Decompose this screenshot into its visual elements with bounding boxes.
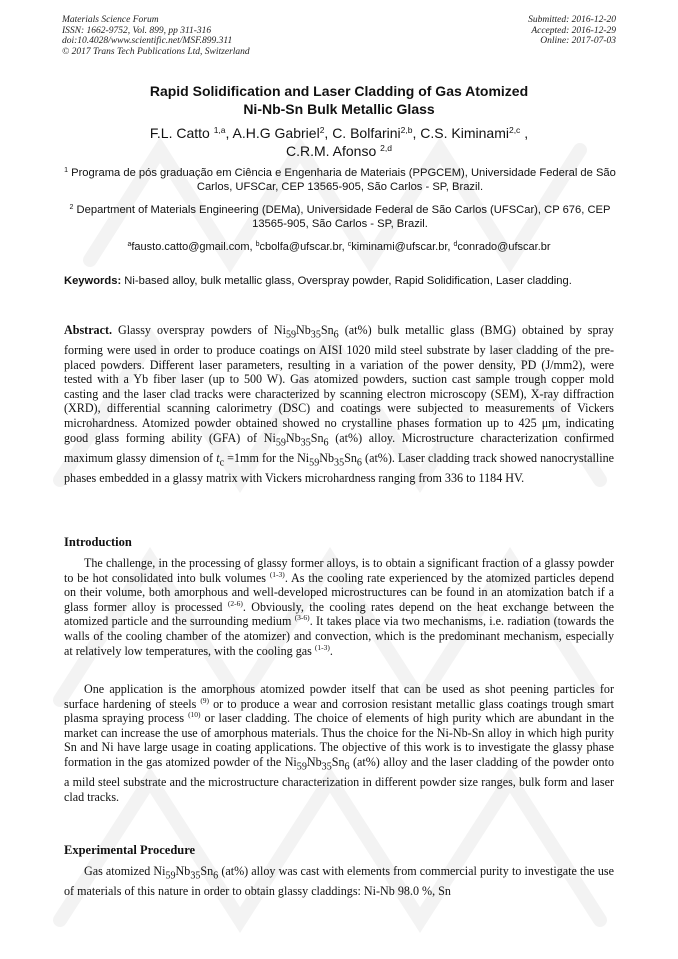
body-text: or laser cladding. The choice of elements of high purity which are abundant in the market can increase the use of amorphous materials. Thus the choice for the Ni-Nb-Sn alloy in which high purity Sn and Ni have large usage in coating applications. The objective of this work is to investigate the glassy phase formation in the gas atomized powder of the Ni (64, 711, 614, 769)
abstract-text: (at%). Laser cladding track showed nanocrystalline phases embedded in a glassy matrix with Vickers microhardness ranging from 336 to 1184 HV. (64, 450, 614, 485)
keywords-text: Ni-based alloy, bulk metallic glass, Overspray powder, Rapid Solidification, Laser cladding. (121, 275, 572, 287)
formula-element: Sn (320, 323, 334, 337)
formula-subscript: 6 (356, 456, 362, 468)
formula-element: Sn (200, 864, 214, 878)
paper-title (40, 82, 638, 118)
experimental-paragraph (64, 864, 614, 899)
formula-subscript: 35 (321, 761, 332, 773)
abstract-text: (at%) bulk metallic glass (BMG) obtained by spray forming were used in order to produce coatings on AISI 1020 mild steel substrate by laser cladding of the pre-placed powders. Different laser parameters, resulting in a variation of the power density, PD (J/mm2), were tested with a Yb fiber laser (up to 500 W). Gas atomized powders, suction cast sample trough copper mold casting and the laser clad tracks were characterized by scanning electron microscopy (SEM), X-ray diffraction (XRD), differential scanning calorimetry (DSC) and coatings were subjected to measurements of Vickers microhardness. Atomized powder obtained showed no crystalline phases formation up to 425 μm, indicating good glass forming ability (GFA) of Ni (64, 323, 614, 445)
formula-element: Sn (344, 450, 357, 465)
formula-subscript: c (219, 456, 225, 468)
citation-mark: (1-3) (314, 642, 330, 652)
author-emails (40, 240, 638, 254)
formula-element: Nb (319, 450, 335, 465)
formula-element: Sn (331, 754, 345, 769)
formula-subscript: 59 (285, 329, 297, 341)
formula-subscript: 6 (213, 870, 219, 882)
citation-mark: (2-6) (227, 598, 243, 608)
body-text: Gas atomized Ni (84, 864, 166, 878)
abstract-text: (at%) alloy. Microstructure characterization confirmed maximum glassy dimension of (64, 430, 614, 465)
email-mark: d (453, 241, 458, 248)
body-text: One application is the amorphous atomized powder itself that can be used as shot peening particles for surface hardening of steels (64, 682, 614, 711)
formula-subscript: 6 (333, 329, 339, 341)
accepted-date: Accepted: 2016-12-29 (531, 25, 616, 36)
author-name: , C. Bolfarini (324, 125, 401, 141)
formula-subscript: 35 (190, 870, 201, 882)
intro-paragraph-2 (64, 682, 614, 804)
keywords (64, 274, 614, 289)
abstract (64, 323, 614, 485)
formula-subscript: 6 (323, 436, 329, 448)
author-affiliation-mark: 2,d (380, 143, 392, 153)
author-name: , A.H.G Gabriel (225, 125, 320, 141)
affiliation-2 (64, 203, 616, 232)
abstract-text: =1mm for the Ni (224, 450, 310, 465)
formula-subscript: 6 (344, 761, 350, 773)
formula-element: Nb (296, 323, 311, 337)
journal-header-right (528, 15, 616, 47)
affiliation-mark: 2 (69, 204, 74, 211)
email-link: kiminami@ufscar.br, (351, 241, 454, 253)
author-affiliation-mark: 2,b (400, 125, 413, 135)
formula-element: Nb (175, 864, 191, 878)
formula-subscript: 59 (309, 456, 320, 468)
affiliation-1 (64, 166, 616, 195)
author-line-1 (40, 124, 638, 142)
author-name: , C.S. Kiminami (412, 125, 509, 141)
copyright-line: © 2017 Trans Tech Publications Ltd, Switzerland (62, 46, 250, 57)
body-text: The challenge, in the processing of glassy former alloys, is to obtain a significant fraction of a glassy powder to be hot consolidated into bulk volumes (64, 556, 614, 585)
submitted-date: Submitted: 2016-12-20 (528, 15, 616, 25)
body-text: (at%) alloy was cast with elements from commercial purity to investigate the use of materials of this nature in order to obtain glassy claddings: Ni-Nb 98.0 %, Sn (64, 864, 614, 898)
email-mark: b (255, 241, 260, 248)
author-name: C.R.M. Afonso (286, 143, 381, 159)
body-text: . Obviously, the cooling rates depend on the heat exchange between the atomized particle and the surrounding medium (64, 599, 615, 629)
formula-element: Sn (310, 430, 324, 445)
formula-element: Nb (306, 754, 322, 769)
email-link: fausto.catto@gmail.com, (131, 241, 256, 253)
title-line-1: Rapid Solidification and Laser Cladding of Gas Atomized (149, 83, 529, 99)
citation-mark: (3-6) (294, 613, 310, 623)
email-mark: a (127, 241, 132, 248)
author-list (40, 124, 638, 160)
formula-subscript: 35 (300, 436, 311, 448)
body-text: . As the cooling rate experienced by the atomized particles depend on their volume, both amorphous and well-developed microstructures can be found in an atomization batch if a glass former alloy is processed (64, 570, 614, 614)
author-separator: , (520, 125, 529, 141)
keywords-label: Keywords: (64, 275, 122, 287)
citation-mark: (9) (200, 695, 210, 705)
body-text: . It takes place via two mechanisms, i.e. radiation (towards the walls of the cooling chamber of the atomizer) and convection, which is the predominant mechanism, especially at relatively low temperatures, with the cooling gas (64, 614, 614, 658)
section-title-experimental: Experimental Procedure (64, 843, 196, 857)
formula-subscript: 59 (275, 436, 286, 448)
author-affiliation-mark: 2,c (508, 125, 521, 135)
doi-line: doi:10.4028/www.scientific.net/MSF.899.311 (62, 36, 233, 47)
formula-subscript: 35 (334, 456, 345, 468)
email-link: cbolfa@ufscar.br, (259, 241, 348, 253)
affiliation-mark: 1 (64, 167, 69, 174)
author-line-2 (40, 142, 638, 160)
journal-name: Materials Science Forum (62, 15, 159, 25)
abstract-text: Glassy overspray powders of Ni (112, 323, 286, 337)
email-link: conrado@ufscar.br (457, 241, 551, 253)
affiliation-text: Programa de pós graduação em Ciência e Engenharia de Materiais (PPGCEM), Universidade Federal de São Carlos, UFSCar, CEP 13565-905, São Carlos - SP, Brazil. (68, 167, 616, 194)
title-line-2: Ni-Nb-Sn Bulk Metallic Glass (243, 101, 435, 117)
journal-header-left (62, 15, 250, 57)
email-mark: c (347, 241, 352, 248)
formula-variable: t (216, 450, 220, 465)
intro-paragraph-1 (64, 556, 614, 658)
author-name: F.L. Catto (149, 125, 214, 141)
online-date: Online: 2017-07-03 (540, 36, 616, 47)
formula-subscript: 35 (310, 329, 321, 341)
formula-subscript: 59 (296, 761, 307, 773)
citation-mark: (10) (188, 710, 201, 720)
author-affiliation-mark: 1,a (213, 125, 226, 135)
body-text: or to produce a wear and corrosion resistant metallic glass coatings trough smart plasma spraying process (64, 696, 614, 726)
affiliation-text: Department of Materials Engineering (DEMa), Universidade Federal de São Carlos (UFSCar), CP 676, CEP 13565-905, São Carlos - SP, Brazil. (73, 204, 611, 231)
author-affiliation-mark: 2 (319, 125, 325, 135)
body-text: (at%) alloy and the laser cladding of the powder onto a mild steel substrate and the microstructure characterization in different powder size ranges, bulk form and laser clad tracks. (64, 754, 614, 804)
formula-subscript: 59 (165, 870, 176, 882)
citation-mark: (1-3) (269, 569, 285, 579)
abstract-label: Abstract. (64, 323, 113, 337)
section-title-introduction: Introduction (64, 535, 132, 549)
formula-element: Nb (285, 430, 301, 445)
body-text: . (329, 643, 333, 658)
issn-line: ISSN: 1662-9752, Vol. 899, pp 311-316 (62, 25, 212, 36)
